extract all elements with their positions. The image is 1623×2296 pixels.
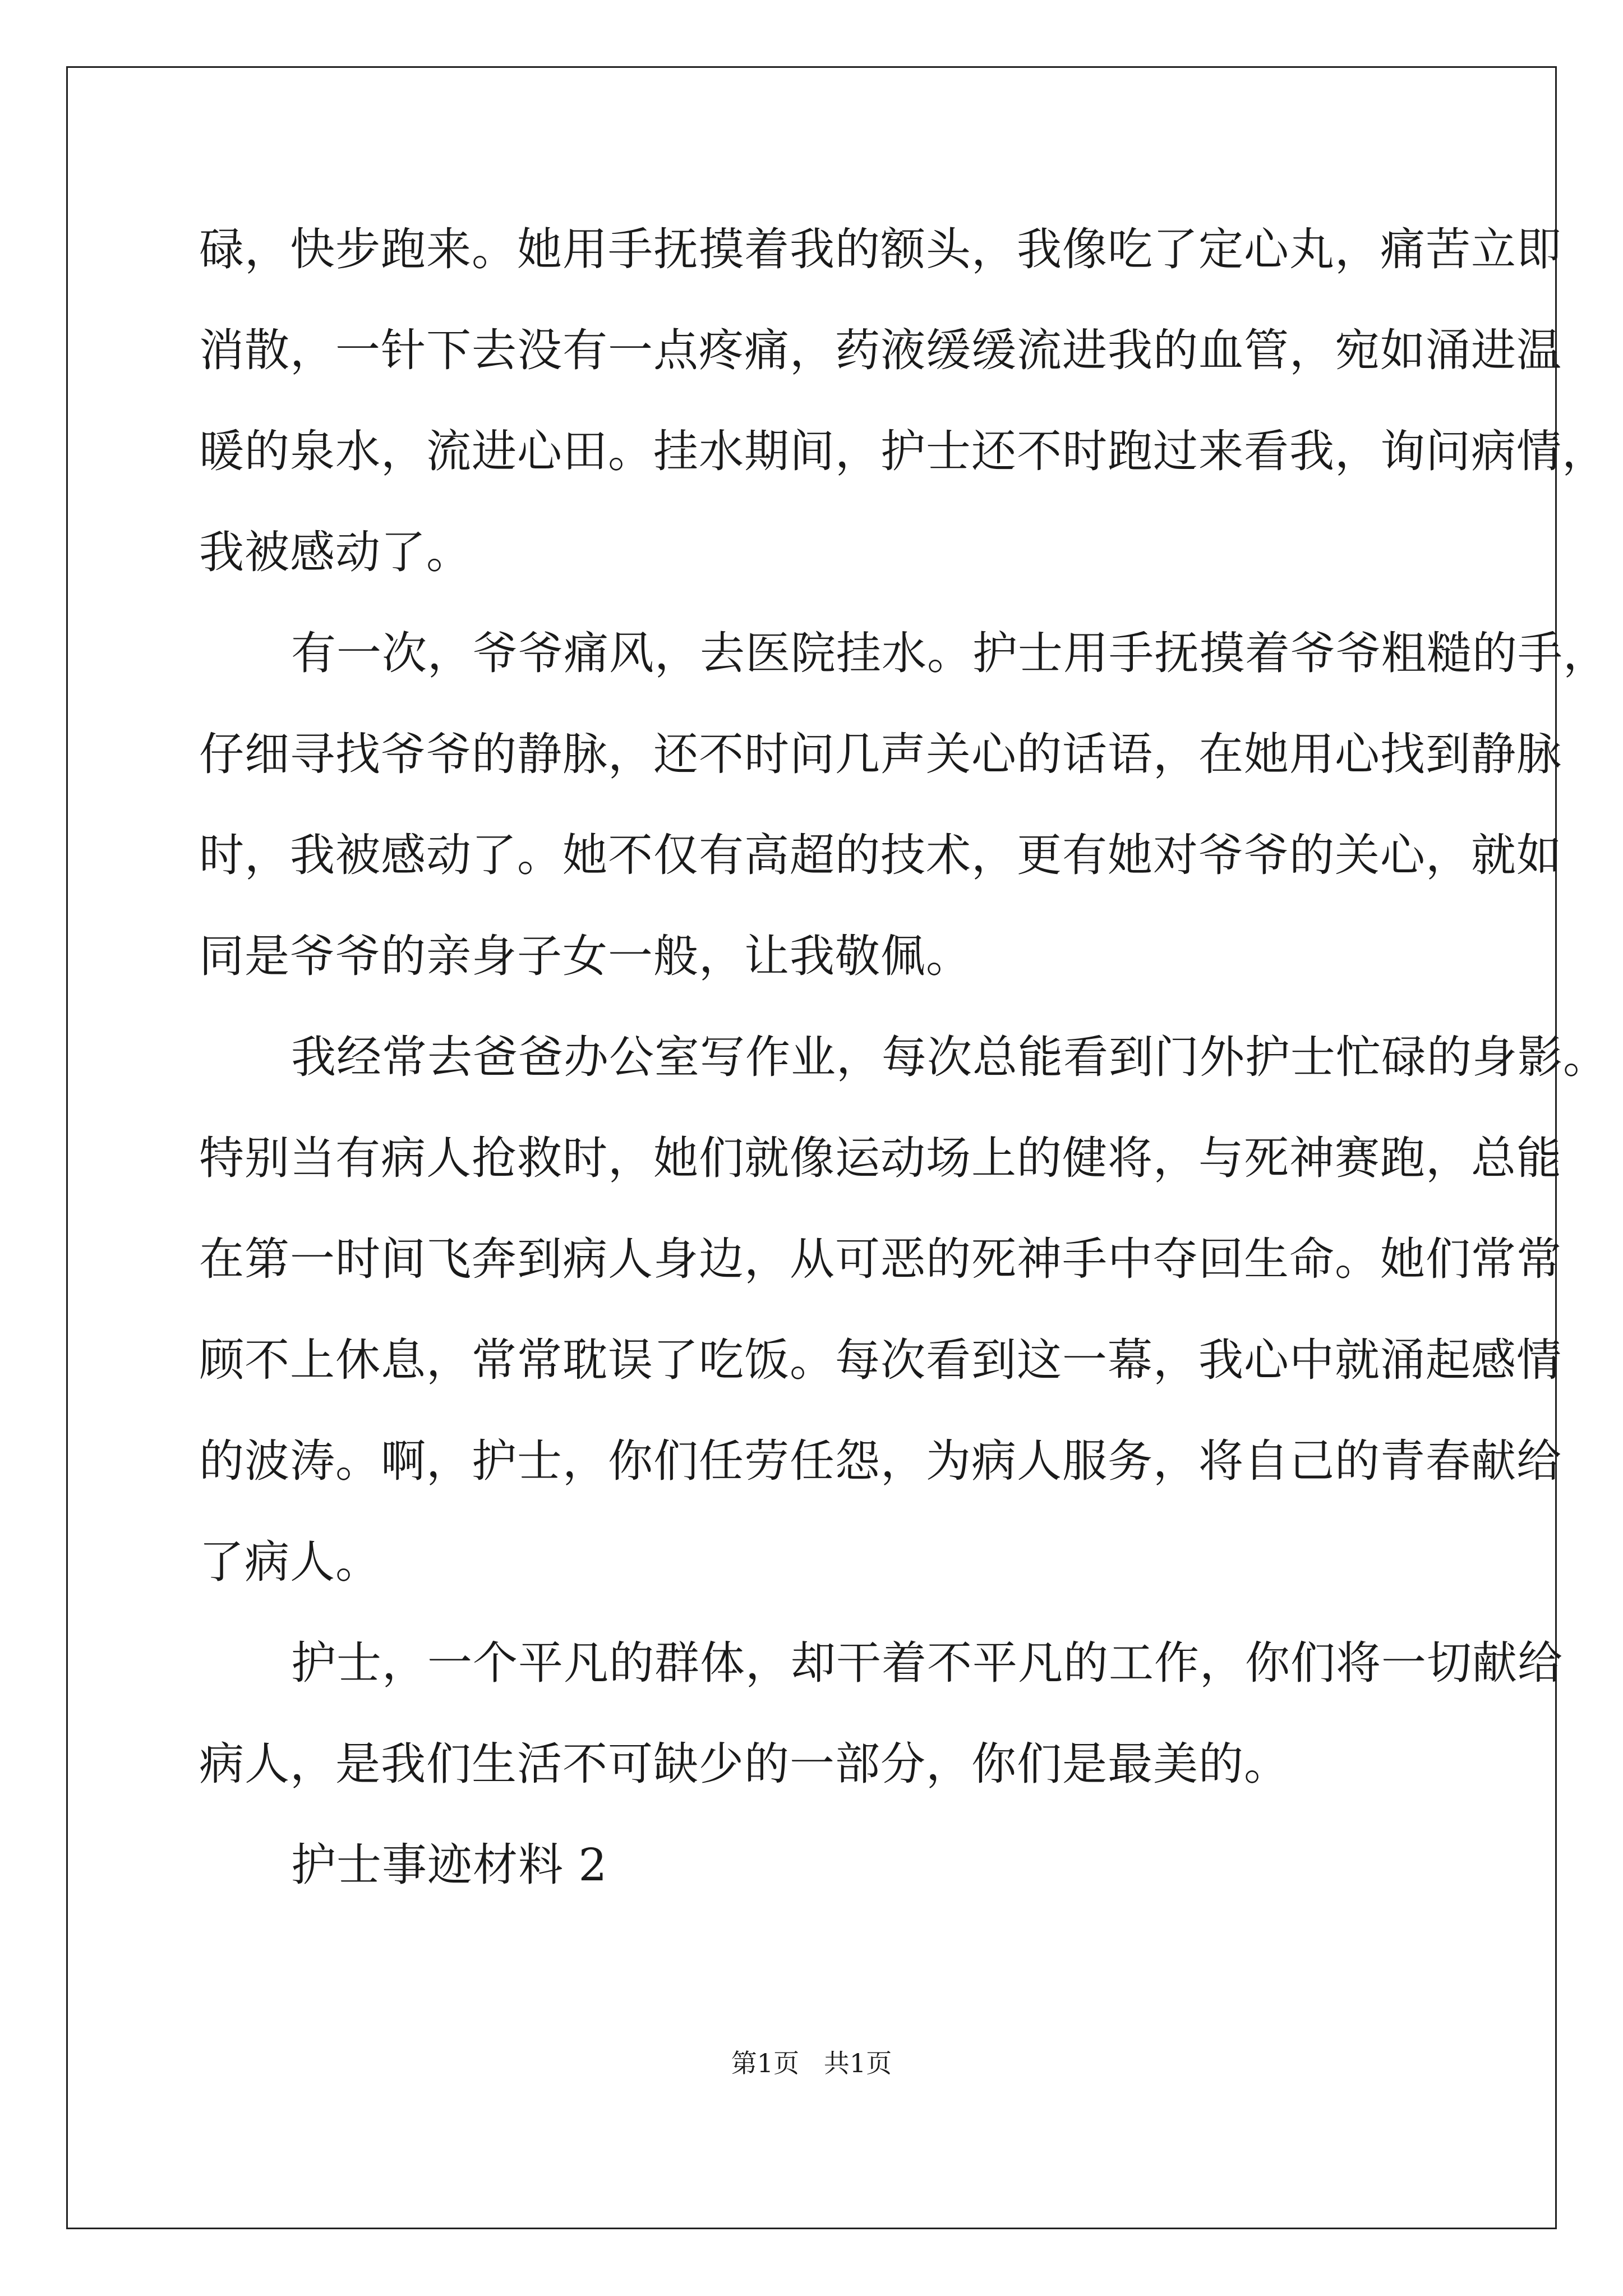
text-line: 病人，是我们生活不可缺少的一部分，你们是最美的。 — [199, 1738, 1289, 1790]
text-line: 同是爷爷的亲身子女一般，让我敬佩。 — [199, 930, 971, 982]
text-line: 顾不上休息，常常耽误了吃饭。每次看到这一幕，我心中就涌起感情 — [199, 1334, 1562, 1386]
text-line: 仔细寻找爷爷的静脉，还不时问几声关心的话语，在她用心找到静脉 — [199, 728, 1562, 780]
text-line: 了病人。 — [199, 1536, 381, 1588]
document-body — [199, 199, 1608, 1916]
paragraph-start-line: 护士，一个平凡的群体，却干着不平凡的工作，你们将一切献给 — [291, 1637, 1563, 1689]
page-number-footer: 第1页 共1页 — [731, 2048, 892, 2078]
paragraph-start-line: 有一次，爷爷痛风，去医院挂水。护士用手抚摸着爷爷粗糙的手， — [291, 627, 1608, 679]
text-line: 的波涛。啊，护士，你们任劳任怨，为病人服务，将自己的青春献给 — [199, 1435, 1562, 1487]
text-line: 消散，一针下去没有一点疼痛，药液缓缓流进我的血管，宛如涌进温 — [199, 324, 1562, 376]
section-heading: 护士事迹材料 2 — [291, 1839, 608, 1891]
text-line: 碌，快步跑来。她用手抚摸着我的额头，我像吃了定心丸，痛苦立即 — [199, 223, 1562, 275]
text-line: 我被感动了。 — [199, 526, 472, 578]
text-line: 特别当有病人抢救时，她们就像运动场上的健将，与死神赛跑，总能 — [199, 1132, 1562, 1184]
text-line: 时，我被感动了。她不仅有高超的技术，更有她对爷爷的关心，就如 — [199, 829, 1562, 881]
text-line: 暖的泉水，流进心田。挂水期间，护士还不时跑过来看我，询问病情， — [199, 425, 1607, 477]
paragraph-start-line: 我经常去爸爸办公室写作业，每次总能看到门外护士忙碌的身影。 — [291, 1031, 1608, 1083]
text-line: 在第一时间飞奔到病人身边，从可恶的死神手中夺回生命。她们常常 — [199, 1233, 1562, 1285]
